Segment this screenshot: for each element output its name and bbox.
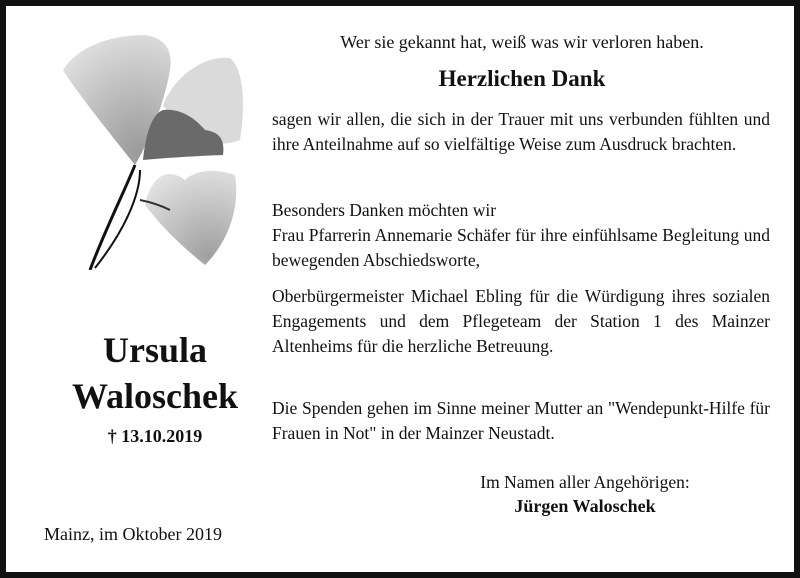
paragraph-special-thanks: Besonders Danken möchten wir bbox=[272, 200, 497, 220]
closing: Im Namen aller Angehörigen: bbox=[480, 472, 690, 492]
paragraph-donations: Die Spenden gehen im Sinne meiner Mutter an "Wendepunkt-Hilfe für Frauen in Not" in der Mainzer Neustadt. bbox=[272, 398, 770, 443]
place-date: Mainz, im Oktober 2019 bbox=[44, 524, 222, 544]
ginkgo-leaf-image bbox=[55, 30, 255, 270]
paragraph-mayor: Oberbürgermeister Michael Ebling für die Würdigung ihres sozialen Engagements und dem Pflegeteam der Station 1 des Mainzer Altenheims für die herzliche Betreuung. bbox=[272, 286, 770, 356]
deceased-last-name: Waloschek bbox=[71, 376, 239, 416]
heading: Herzlichen Dank bbox=[438, 66, 606, 91]
deceased-first-name: Ursula bbox=[102, 330, 207, 370]
death-date: † 13.10.2019 bbox=[107, 426, 203, 446]
paragraph-pastor: Frau Pfarrerin Annemarie Schäfer für ihre einfühlsame Begleitung und bewegenden Abschiedsworte, bbox=[272, 225, 770, 270]
paragraph-thanks: sagen wir allen, die sich in der Trauer mit uns verbunden fühlten und ihre Anteilnahme auf so vielfältige Weise zum Ausdruck brachten. bbox=[272, 109, 770, 154]
motto: Wer sie gekannt hat, weiß was wir verloren haben. bbox=[340, 32, 704, 52]
signature: Jürgen Waloschek bbox=[514, 496, 656, 516]
